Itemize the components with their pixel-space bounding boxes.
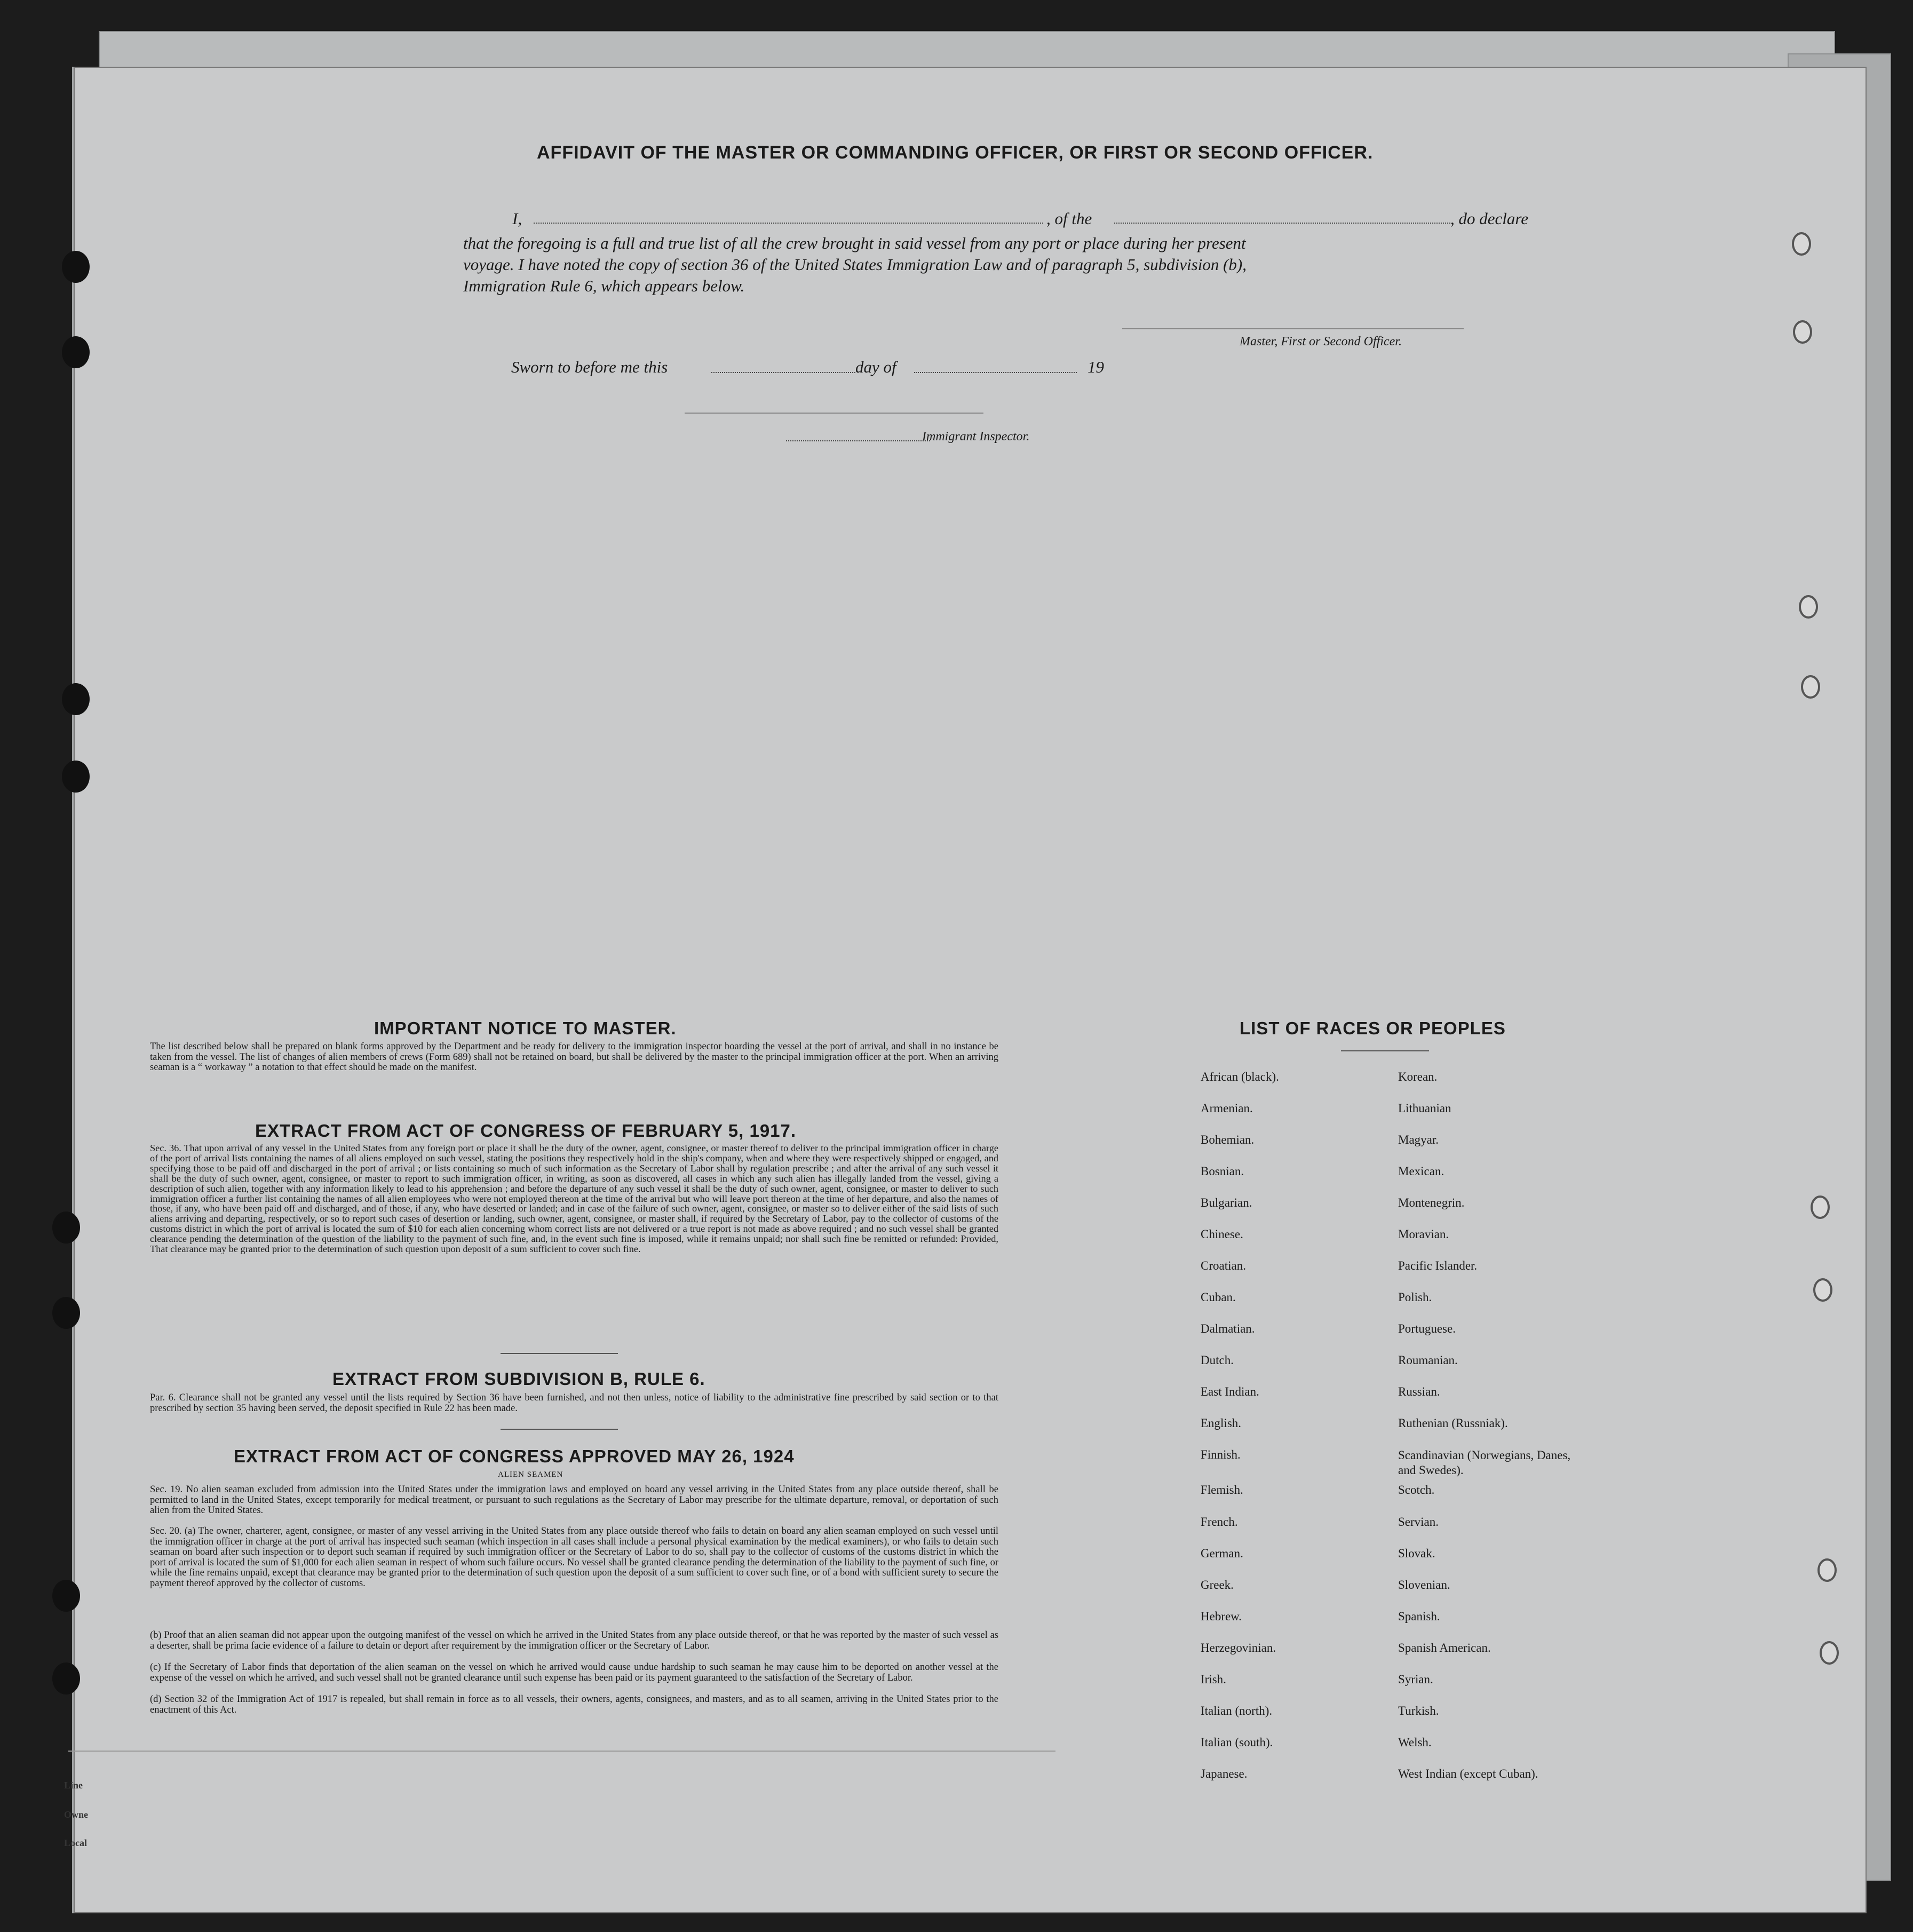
race-item: Polish. bbox=[1398, 1290, 1432, 1304]
inspector-dots bbox=[786, 440, 930, 441]
races-divider bbox=[1341, 1050, 1429, 1051]
race-item: Greek. bbox=[1201, 1578, 1234, 1591]
signature-caption: Master, First or Second Officer. bbox=[1240, 335, 1402, 349]
extract-1924-sec20a: Sec. 20. (a) The owner, charterer, agent, consignee, or master of any vessel arriving in the United States from any place outside thereof who fails to detain on board any alien seaman employed on such vessel until the immigration officer in charge at the port of arrival has inspected such seaman (which inspection in all cases shall include a personal physical examination by the medical examiners), or who fails to detain such seaman on board after such inspection or to deport such seaman if required by such immigration officer or the Secretary of Labor to do so, shall pay to the collector of customs of the customs district in which the port of arrival is located the sum of $1,000 for each alien seaman in respect of whom such failure occurs. No vessel shall be granted clearance pending the determination of the liability to the payment of such fine, or while the fine remains unpaid, except that clearance may be granted prior to the determination of such question upon the deposit of a sum sufficient to cover such fine, or of a bond with sufficient surety to secure the payment thereof approved by the collector of customs. bbox=[150, 1526, 998, 1589]
sworn-day-blank bbox=[711, 372, 855, 373]
affidavit-line1: that the foregoing is a full and true list of all the crew brought in said vessel from any port or place during her present bbox=[463, 234, 1246, 252]
race-item: Pacific Islander. bbox=[1398, 1259, 1478, 1272]
binder-ring bbox=[1817, 1558, 1837, 1582]
vessel-blank-line bbox=[1114, 223, 1450, 224]
race-item: Bulgarian. bbox=[1201, 1196, 1252, 1209]
binder-ring bbox=[1813, 1278, 1832, 1302]
extract-1917-heading: EXTRACT FROM ACT OF CONGRESS OF FEBRUARY 5, 1917. bbox=[255, 1121, 797, 1141]
race-item: Montenegrin. bbox=[1398, 1196, 1465, 1209]
inspector-signature-line bbox=[685, 413, 983, 414]
punch-hole bbox=[62, 336, 90, 368]
race-item: Ruthenian (Russniak). bbox=[1398, 1416, 1508, 1430]
race-item: French. bbox=[1201, 1515, 1238, 1529]
alien-seamen-subheading: ALIEN SEAMEN bbox=[498, 1470, 563, 1479]
race-item: Italian (south). bbox=[1201, 1736, 1273, 1749]
extract-1924-heading: EXTRACT FROM ACT OF CONGRESS APPROVED MAY 26, 1924 bbox=[234, 1446, 795, 1466]
section-divider bbox=[501, 1429, 618, 1430]
race-item: Chinese. bbox=[1201, 1228, 1243, 1241]
affidavit-do-declare: , do declare bbox=[1450, 209, 1529, 228]
bottom-margin-rule bbox=[68, 1751, 1055, 1752]
sworn-month-blank bbox=[914, 372, 1077, 373]
race-item: Slovak. bbox=[1398, 1547, 1435, 1560]
punch-hole bbox=[62, 251, 90, 283]
margin-line-label: Line bbox=[64, 1780, 83, 1791]
race-item: Spanish. bbox=[1398, 1610, 1440, 1623]
race-item: Korean. bbox=[1398, 1070, 1438, 1083]
signature-line bbox=[1122, 328, 1464, 329]
race-item: West Indian (except Cuban). bbox=[1398, 1767, 1538, 1780]
race-item: Russian. bbox=[1398, 1385, 1440, 1398]
punch-hole bbox=[52, 1297, 80, 1329]
affidavit-line2: voyage. I have noted the copy of section 36 of the United States Immigration Law and of paragraph 5, subdivision (b), bbox=[463, 255, 1247, 274]
affidavit-of-the: , of the bbox=[1046, 209, 1092, 228]
race-item: Croatian. bbox=[1201, 1259, 1246, 1272]
extract-1924-sec19: Sec. 19. No alien seaman excluded from admission into the United States under the immigration laws and employed on board any vessel arriving in the United States from any place outside thereof, shall be permitted to land in the United States, except temporarily for medical treatment, or pursuant to such regulations as the Secretary of Labor may prescribe for the ultimate departure, removal, or deportation of such alien from the United States. bbox=[150, 1484, 998, 1516]
race-item: Syrian. bbox=[1398, 1673, 1433, 1686]
rule6-body: Par. 6. Clearance shall not be granted any vessel until the lists required by Section 36 have been furnished, and not then unless, notice of liability to the administrative fine prescribed by said section or to that prescribed by section 35 having been served, the deposit specified in Rule 22 has been made. bbox=[150, 1392, 998, 1414]
affidavit-heading: AFFIDAVIT OF THE MASTER OR COMMANDING OFFICER, OR FIRST OR SECOND OFFICER. bbox=[537, 142, 1374, 163]
binder-ring bbox=[1793, 320, 1812, 344]
sworn-label: Sworn to before me this bbox=[511, 358, 668, 376]
race-item: Welsh. bbox=[1398, 1736, 1432, 1749]
race-item: Italian (north). bbox=[1201, 1704, 1273, 1717]
punch-hole bbox=[52, 1212, 80, 1244]
race-item: Scotch. bbox=[1398, 1483, 1435, 1496]
race-item: Hebrew. bbox=[1201, 1610, 1242, 1623]
race-item: Dutch. bbox=[1201, 1353, 1234, 1367]
name-blank-line bbox=[534, 223, 1043, 224]
inspector-caption: Immigrant Inspector. bbox=[922, 430, 1030, 444]
race-item: Magyar. bbox=[1398, 1133, 1439, 1146]
race-item: Finnish. bbox=[1201, 1448, 1241, 1461]
race-item: Japanese. bbox=[1201, 1767, 1248, 1780]
race-item: Bohemian. bbox=[1201, 1133, 1255, 1146]
notice-heading: IMPORTANT NOTICE TO MASTER. bbox=[374, 1018, 677, 1038]
rule6-heading: EXTRACT FROM SUBDIVISION B, RULE 6. bbox=[332, 1369, 705, 1389]
race-item: Servian. bbox=[1398, 1515, 1439, 1529]
margin-owner-label: Owne bbox=[64, 1809, 88, 1820]
binder-ring bbox=[1799, 595, 1818, 619]
race-item: Turkish. bbox=[1398, 1704, 1439, 1717]
race-item: Armenian. bbox=[1201, 1102, 1253, 1115]
binder-ring bbox=[1820, 1641, 1839, 1665]
margin-local-label: Local bbox=[64, 1838, 87, 1848]
race-item: Lithuanian bbox=[1398, 1102, 1451, 1115]
race-item: African (black). bbox=[1201, 1070, 1279, 1083]
race-item: East Indian. bbox=[1201, 1385, 1259, 1398]
race-item: Herzegovinian. bbox=[1201, 1641, 1276, 1654]
section-divider bbox=[501, 1353, 618, 1354]
race-item: Dalmatian. bbox=[1201, 1322, 1255, 1335]
extract-1917-body: Sec. 36. That upon arrival of any vessel in the United States from any foreign port or place it shall be the duty of the owner, agent, consignee, or master thereof to deliver to the principal immigration officer in charge of the port of arrival lists containing the names of all aliens employed on such vessel, stating the positions they respectively hold in the ship's company, when and where they were respectively shipped or engaged, and specifying those to be paid off and discharged in the port of arrival ; or lists containing so much of such information as the Secretary of Labor shall by regulation prescribe ; and after the arrival of any such vessel it shall be the duty of such owner, agent, consignee, or master to report to such immigration officer, in writing, as soon as discovered, all cases in which any such alien has illegally landed from the vessel, giving a description of such alien, together with any information likely to lead to his apprehension ; and before the departure of any such vessel it shall be the duty of such owner, agent, consignee, or master to deliver to such immigration officer a further list containing the names of all alien employees who were not employed thereon at the time of the arrival but who will leave port thereon at the time of her departure, and also the names of those, if any, who have been paid off and discharged, and of those, if any, who have deserted or landed; and in case of the failure of such owner, agent, consignee, or master so to deliver either of the said lists of such aliens arriving and departing, respectively, or so to report such cases of desertion or landing, such owner, agent, consignee, or master shall, if required by the Secretary of Labor, pay to the collector of customs of the customs district in which the port of arrival is located the sum of $10 for each alien concerning whom correct lists are not delivered or a true report is not made as above required ; and no such vessel shall be granted clearance pending the determination of the question of the liability to the payment of such fine, and, in the event such fine is imposed, while it remains unpaid; nor shall such fine be remitted or refunded: Provided, That clearance may be granted prior to the determination of such question upon deposit of a sum sufficient to cover such fine. bbox=[150, 1143, 998, 1255]
notice-body: The list described below shall be prepared on blank forms approved by the Department and be ready for delivery to the immigration inspector boarding the vessel at the port of arrival, and shall in no instance be taken from the vessel. The list of changes of alien members of crews (Form 689) shall not be retained on board, but shall be delivered by the master to the principal immigration officer at the port. When an arriving seaman is a “ workaway ” a notation to that effect should be made on the manifest. bbox=[150, 1041, 998, 1073]
extract-1924-sec20d: (d) Section 32 of the Immigration Act of 1917 is repealed, but shall remain in force as to all vessels, their owners, agents, consignees, and masters, and as to all seamen, arriving in the United States prior to the enactment of this Act. bbox=[150, 1694, 998, 1715]
extract-1924-sec20b: (b) Proof that an alien seaman did not appear upon the outgoing manifest of the vessel on which he arrived in the United States from any place outside thereof, or that he was reported by the master of such vessel as a deserter, shall be prima facie evidence of a failure to detain or deport after requirement by the immigration officer or the Secretary of Labor. bbox=[150, 1630, 998, 1651]
binder-ring bbox=[1801, 675, 1820, 699]
punch-hole bbox=[62, 761, 90, 793]
year-label: 19 bbox=[1088, 358, 1104, 376]
race-item: Flemish. bbox=[1201, 1483, 1243, 1496]
binder-ring bbox=[1811, 1195, 1830, 1219]
binder-ring bbox=[1792, 232, 1811, 256]
race-item: Cuban. bbox=[1201, 1290, 1236, 1304]
race-item: Scandinavian (Norwegians, Danes, and Swedes). bbox=[1398, 1448, 1571, 1477]
race-item: Bosnian. bbox=[1201, 1165, 1244, 1178]
document-page bbox=[64, 67, 1867, 1913]
race-item: Portuguese. bbox=[1398, 1322, 1456, 1335]
race-item: Spanish American. bbox=[1398, 1641, 1491, 1654]
punch-hole bbox=[52, 1580, 80, 1612]
affidavit-i-label: I, bbox=[512, 209, 522, 228]
punch-hole bbox=[52, 1662, 80, 1695]
day-of-label: day of bbox=[855, 358, 896, 376]
race-item: English. bbox=[1201, 1416, 1242, 1430]
race-item: Roumanian. bbox=[1398, 1353, 1458, 1367]
races-heading: LIST OF RACES OR PEOPLES bbox=[1240, 1018, 1506, 1038]
punch-hole bbox=[62, 683, 90, 715]
race-item: Moravian. bbox=[1398, 1228, 1449, 1241]
race-item: Slovenian. bbox=[1398, 1578, 1450, 1591]
race-item: German. bbox=[1201, 1547, 1243, 1560]
race-item: Irish. bbox=[1201, 1673, 1226, 1686]
race-item: Mexican. bbox=[1398, 1165, 1444, 1178]
extract-1924-sec20c: (c) If the Secretary of Labor finds that deportation of the alien seaman on the vessel on which he arrived would cause undue hardship to such seaman he may cause him to be deported on another vessel at the expense of the vessel on which he arrived, and such vessel shall not be granted clearance until such expense has been paid or its payment guaranteed to the satisfaction of the Secretary of Labor. bbox=[150, 1662, 998, 1683]
affidavit-line3: Immigration Rule 6, which appears below. bbox=[463, 276, 745, 295]
